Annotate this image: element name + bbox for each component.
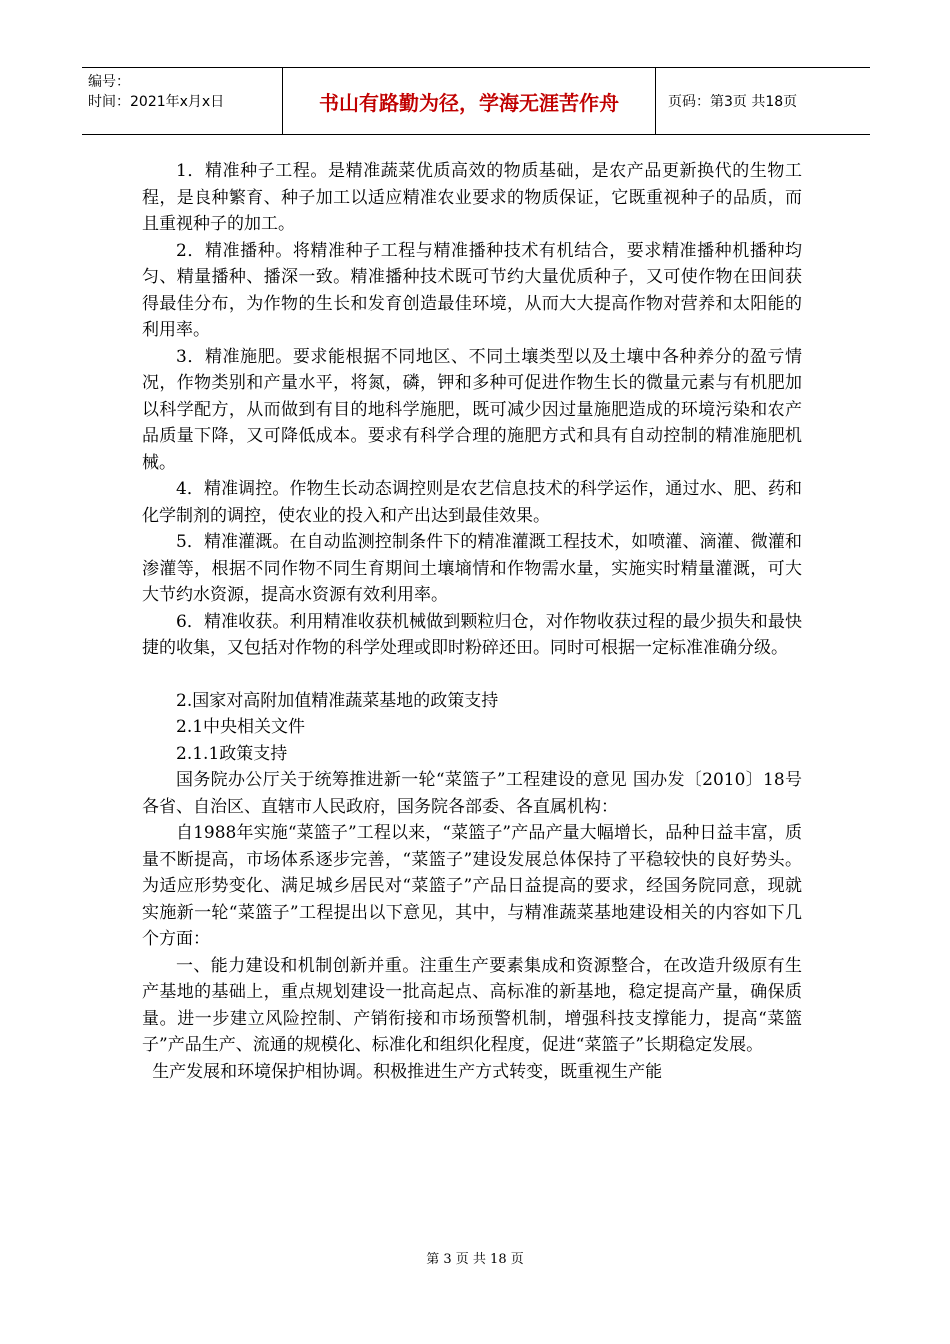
paragraph-harvest: 6．精准收获。利用精准收获机械做到颗粒归仓，对作物收获过程的最少损失和最快捷的收集，又包括对作物的科学处理或即时粉碎还田。同时可根据一定标准准确分级。 [142,611,802,658]
paragraph-fertilizing: 3．精准施肥。要求能根据不同地区、不同土壤类型以及土壤中各种养分的盈亏情况，作物类别和产量水平，将氮，磷，钾和多种可促进作物生长的微量元素与有机肥加以科学配方，从而做到有目的地科学施肥，既可减少因过量施肥造成的环境污染和农产品质量下降，又可降低成本。要求有科学合理的施肥方式和具有自动控制的精准施肥机械。 [142,346,802,473]
section-heading-2-1: 2.1中央相关文件 [176,717,306,737]
section-heading-2-1-1: 2.1.1政策支持 [176,743,288,764]
section-heading-2: 2.国家对高附加值精准蔬菜基地的政策支持 [176,690,499,711]
header-page-info: 页码：第3页 共18页 [668,94,798,110]
header-motto: 书山有路勤为径，学海无涯苦作舟 [283,68,656,134]
page-footer: 第 3 页 共 18 页 [426,1252,524,1267]
paragraph-irrigation: 5．精准灌溉。在自动监测控制条件下的精准灌溉工程技术，如喷灌、滴灌、微灌和渗灌等，根据不同作物不同生育期间土壤墒情和作物需水量，实施实时精量灌溉，可大大节约水资源，提高水资源有效利用率。 [142,532,802,605]
time-label: 时间：2021年x月x日 [88,94,225,110]
paragraph-capacity: 一、能力建设和机制创新并重。注重生产要素集成和资源整合，在改造升级原有生产基地的基础上，重点规划建设一批高起点、高标准的新基地，稳定提高产量，确保质量。进一步建立风险控制、产销衔接和市场预警机制，增强科技支撑能力，提高“菜篮子”产品生产、流通的规模化、标准化和组织化程度，促进“菜篮子”长期稳定发展。 [142,955,802,1055]
paragraph-seed: 1．精准种子工程。是精准蔬菜优质高效的物质基础，是农产品更新换代的生物工程，是良种繁育、种子加工以适应精准农业要求的物质保证，它既重视种子的品质，而且重视种子的加工。 [142,161,802,234]
section-gap [142,662,802,688]
document-body [142,158,802,1085]
header-meta [82,68,283,134]
paragraph-environment: 生产发展和环境保护相协调。积极推进生产方式转变，既重视生产能 [152,1061,663,1082]
paragraph-regulation: 4．精准调控。作物生长动态调控则是农艺信息技术的科学运作，通过水、肥、药和化学制剂的调控，使农业的投入和产出达到最佳效果。 [142,479,802,526]
number-label: 编号： [88,74,130,90]
paragraph-sowing: 2．精准播种。将精准种子工程与精准播种技术有机结合，要求精准播种机播种均匀、精量播种、播深一致。精准播种技术既可节约大量优质种子，又可使作物在田间获得最佳分布，为作物的生长和发育创造最佳环境，从而大大提高作物对营养和太阳能的利用率。 [142,240,802,340]
paragraph-since-1988: 自1988年实施“菜篮子”工程以来，“菜篮子”产品产量大幅增长，品种日益丰富，质量不断提高，市场体系逐步完善，“菜篮子”建设发展总体保持了平稳较快的良好势头。为适应形势变化、满足城乡居民对“菜篮子”产品日益提高的要求，经国务院同意，现就实施新一轮“菜篮子”工程提出以下意见，其中，与精准蔬菜基地建设相关的内容如下几个方面： [142,823,802,949]
paragraph-state-council: 国务院办公厅关于统筹推进新一轮“菜篮子”工程建设的意见 国办发〔2010〕18号各省、自治区、直辖市人民政府，国务院各部委、各直属机构： [142,770,802,817]
page-header [82,67,870,135]
